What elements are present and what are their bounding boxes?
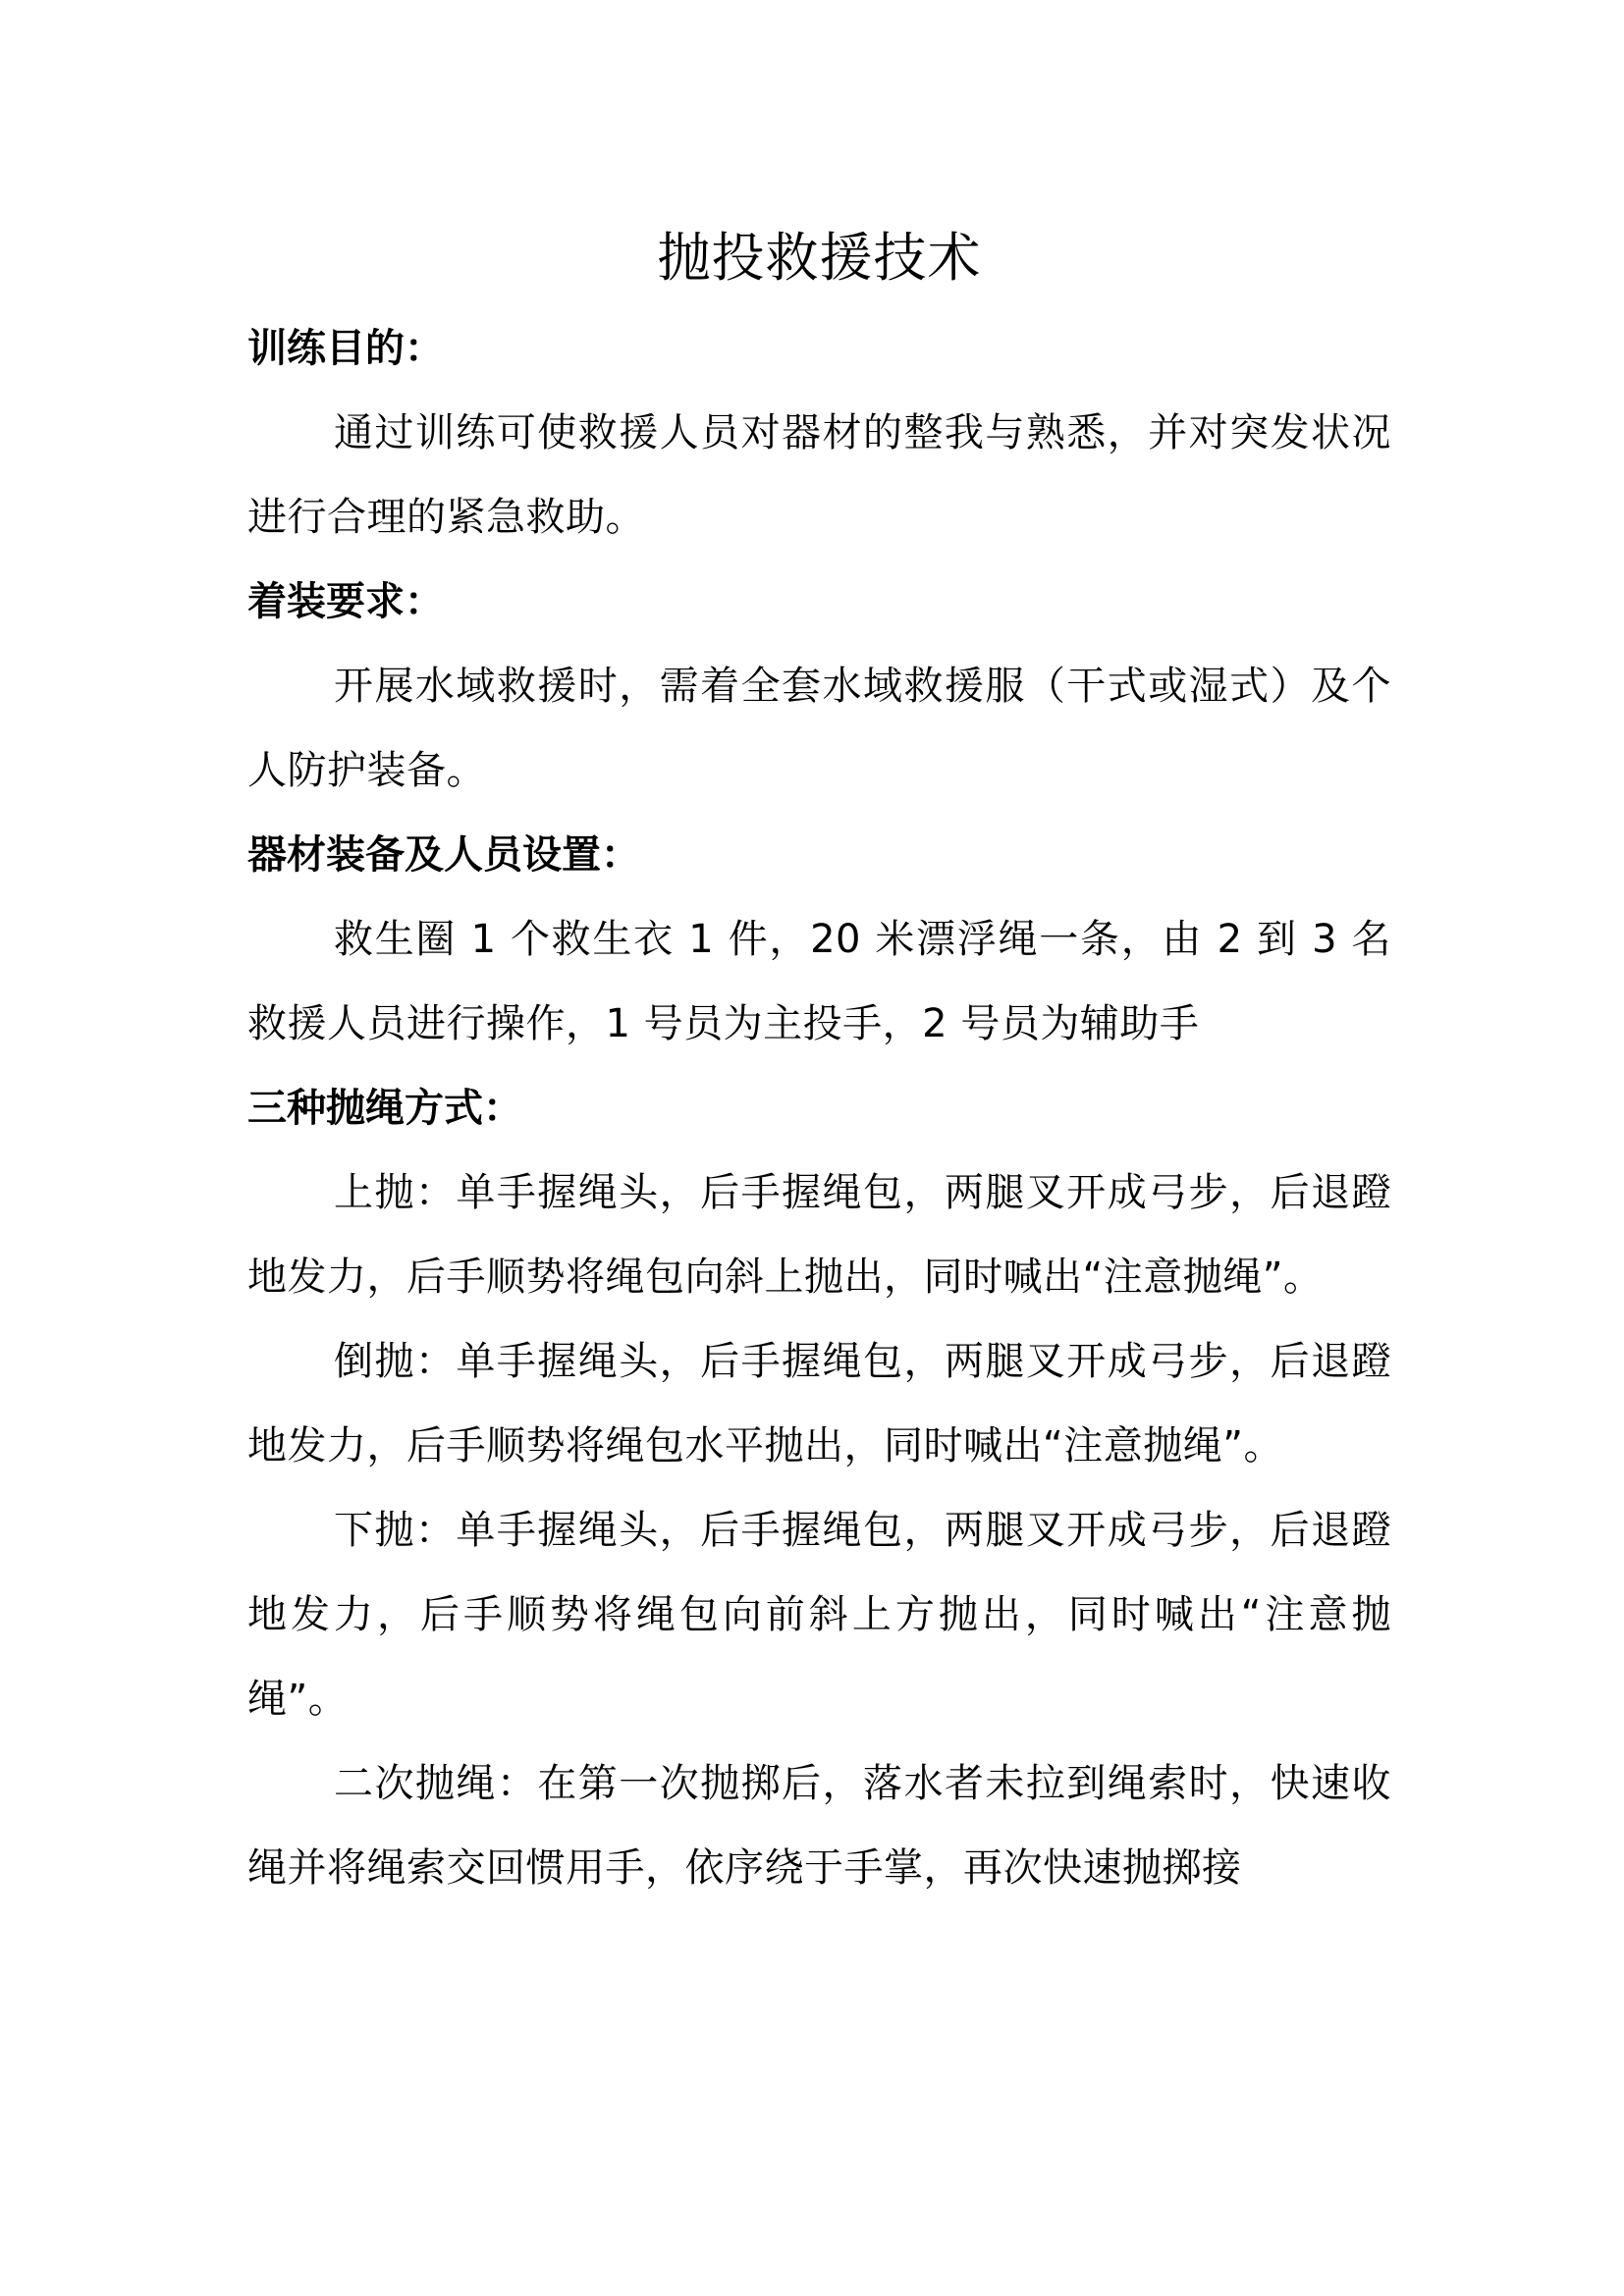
- section-heading-equipment-and-personnel: 器材装备及人员设置：: [247, 832, 640, 878]
- section-heading-throwing-methods: 三种抛绳方式：: [247, 1086, 522, 1131]
- paragraph-training-purpose: 通过训练可使救援人员对器材的整我与熟悉，并对突发状况进行合理的紧急救助。: [247, 410, 1391, 540]
- paragraph-dress-requirements: 开展水域救援时，需着全套水域救援服（干式或湿式）及个人防护装备。: [247, 664, 1391, 793]
- paragraph-second-throw: 二次抛绳：在第一次抛掷后，落水者未拉到绳索时，快速收绳并将绳索交回惯用手，依序绕于手掌，再次快速抛掷接: [247, 1761, 1391, 1891]
- section-heading-dress-requirements: 着装要求：: [247, 579, 444, 624]
- page-title: 抛投救援技术: [657, 227, 982, 289]
- paragraph-downward-throw: 下抛：单手握绳头，后手握绳包，两腿叉开成弓步，后退蹬地发力，后手顺势将绳包向前斜上方抛出，同时喊出“注意抛绳”。: [247, 1508, 1391, 1722]
- paragraph-upward-throw: 上抛：单手握绳头，后手握绳包，两腿叉开成弓步，后退蹬地发力，后手顺势将绳包向斜上抛出，同时喊出“注意抛绳”。: [247, 1170, 1391, 1300]
- paragraph-backward-throw: 倒抛：单手握绳头，后手握绳包，两腿叉开成弓步，后退蹬地发力，后手顺势将绳包水平抛出，同时喊出“注意抛绳”。: [247, 1339, 1391, 1468]
- document-body: [247, 214, 1391, 1910]
- paragraph-equipment-and-personnel: 救生圈 1 个救生衣 1 件，20 米漂浮绳一条，由 2 到 3 名救援人员进行操作，1 号员为主投手，2 号员为辅助手: [247, 917, 1391, 1046]
- section-heading-training-purpose: 训练目的：: [247, 326, 444, 371]
